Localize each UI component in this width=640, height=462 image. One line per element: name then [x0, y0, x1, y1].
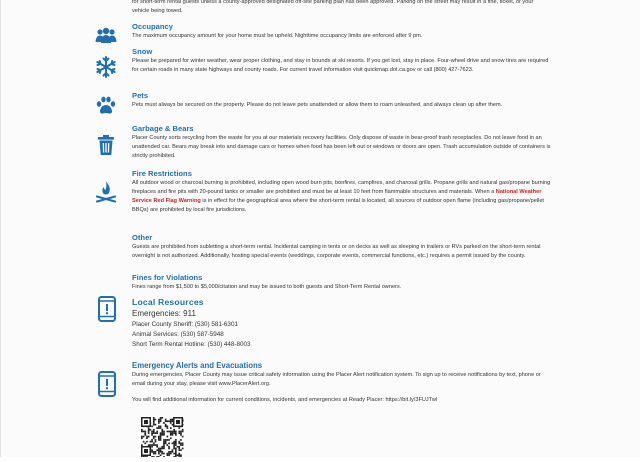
snow-text: Please be prepared for winter weather, wear proper clothing, and stay in bounds at ski resorts. If you get lost, stay in place. Four-wheel drive and snow tires are required for certain roads in many state highways and county roads. For current travel information visit quickmap.dot.ca.gov or call (800) 427-7623.	[132, 57, 552, 75]
qr-code	[140, 416, 184, 457]
emergencies-line: Emergencies: 911	[132, 308, 552, 320]
garbage-title: Garbage & Bears	[132, 124, 552, 134]
occupancy-text: The maximum occupancy amount for your home must be upheld. Nighttime occupancy limits are enforced after 9 pm.	[132, 32, 552, 41]
sheriff-line: Placer County Sheriff: (530) 581-6301	[132, 320, 552, 330]
pets-text: Pets must always be secured on the property. Please do not leave pets unattended or allow them to roam unleashed, and always clean up after them.	[132, 101, 552, 110]
other-text: Guests are prohibited from subletting a short-term rental. Incidental camping in tents or on decks as well as sleeping in trailers or RVs parked on the short-term rental overnight is not authorized. Additionally, hosting special events (weddings, corporate events, commercial functions, etc.) requires a permit issued by the county.	[132, 243, 552, 261]
alerts-text: During emergencies, Placer County may issue critical safety information using the Placer Alert notification system. To sign up to receive notifications by text, phone or email during your stay, please visit www.PlacerAlert.org.	[132, 371, 552, 389]
snowflake-icon	[94, 55, 118, 79]
ready-placer-text: You will find additional information for current conditions, incidents, and emergencies at Ready Placer: https://bit.ly/3FUJTwl	[132, 396, 552, 405]
snow-title: Snow	[132, 47, 552, 57]
occupancy-title: Occupancy	[132, 22, 552, 32]
other-title: Other	[132, 233, 552, 243]
hotline-line: Short Term Rental Hotline: (530) 448-8003	[132, 340, 552, 350]
red-flag-warning: National Weather Service Red Flag Warning	[132, 189, 541, 204]
fire-text-part2: is in effect for the geographical area where the short-term rental is located, all sources of outdoor open flame (including gas/propane/pellet BBQs) are prohibited by local fire jurisdictions.	[132, 198, 544, 213]
animal-services-line: Animal Services: (530) 587-5948	[132, 330, 552, 340]
paw-icon	[94, 94, 118, 118]
phone-alert-icon	[97, 296, 117, 322]
fire-text-part1: All outdoor wood or charcoal burning is prohibited, including open wood burn pits, bonfires, campfires, and charcoal grills. Propane grills and natural gas/propane burning fireplaces and fire pits with 20-pound tanks or smaller are prohibited and must be at least 10 feet from flammable structures and materials. When a	[132, 180, 550, 195]
people-icon	[94, 24, 118, 48]
local-resources-title: Local Resources	[132, 296, 552, 308]
fines-text: Fines range from $1,500 to $5,000/citation and may be issued to both guests and Short-Term Rental owners.	[132, 283, 552, 292]
alerts-title: Emergency Alerts and Evacuations	[132, 361, 552, 371]
pets-title: Pets	[132, 91, 552, 101]
parking-text: for short-term rental guests unless a county-approved designated off-site parking plan has been approved. Parking on the street may result in a fine, ticket, or your vehicle being towed.	[132, 0, 550, 16]
fire-title: Fire Restrictions	[132, 169, 552, 179]
campfire-icon	[94, 180, 118, 204]
fire-text	[132, 179, 552, 215]
fines-title: Fines for Violations	[132, 273, 552, 283]
trash-can-icon	[94, 133, 118, 157]
garbage-text: Placer County sorts recycling from the waste for you at our materials recovery facilities. Only dispose of waste in bear-proof trash receptacles. Do not leave food in an unattended car. Bears may break into and damage cars or homes when food has been left out or windows or doors are open. Trash accumulation outside of containers is strictly prohibited.	[132, 134, 552, 161]
phone-alert-icon	[97, 371, 117, 397]
